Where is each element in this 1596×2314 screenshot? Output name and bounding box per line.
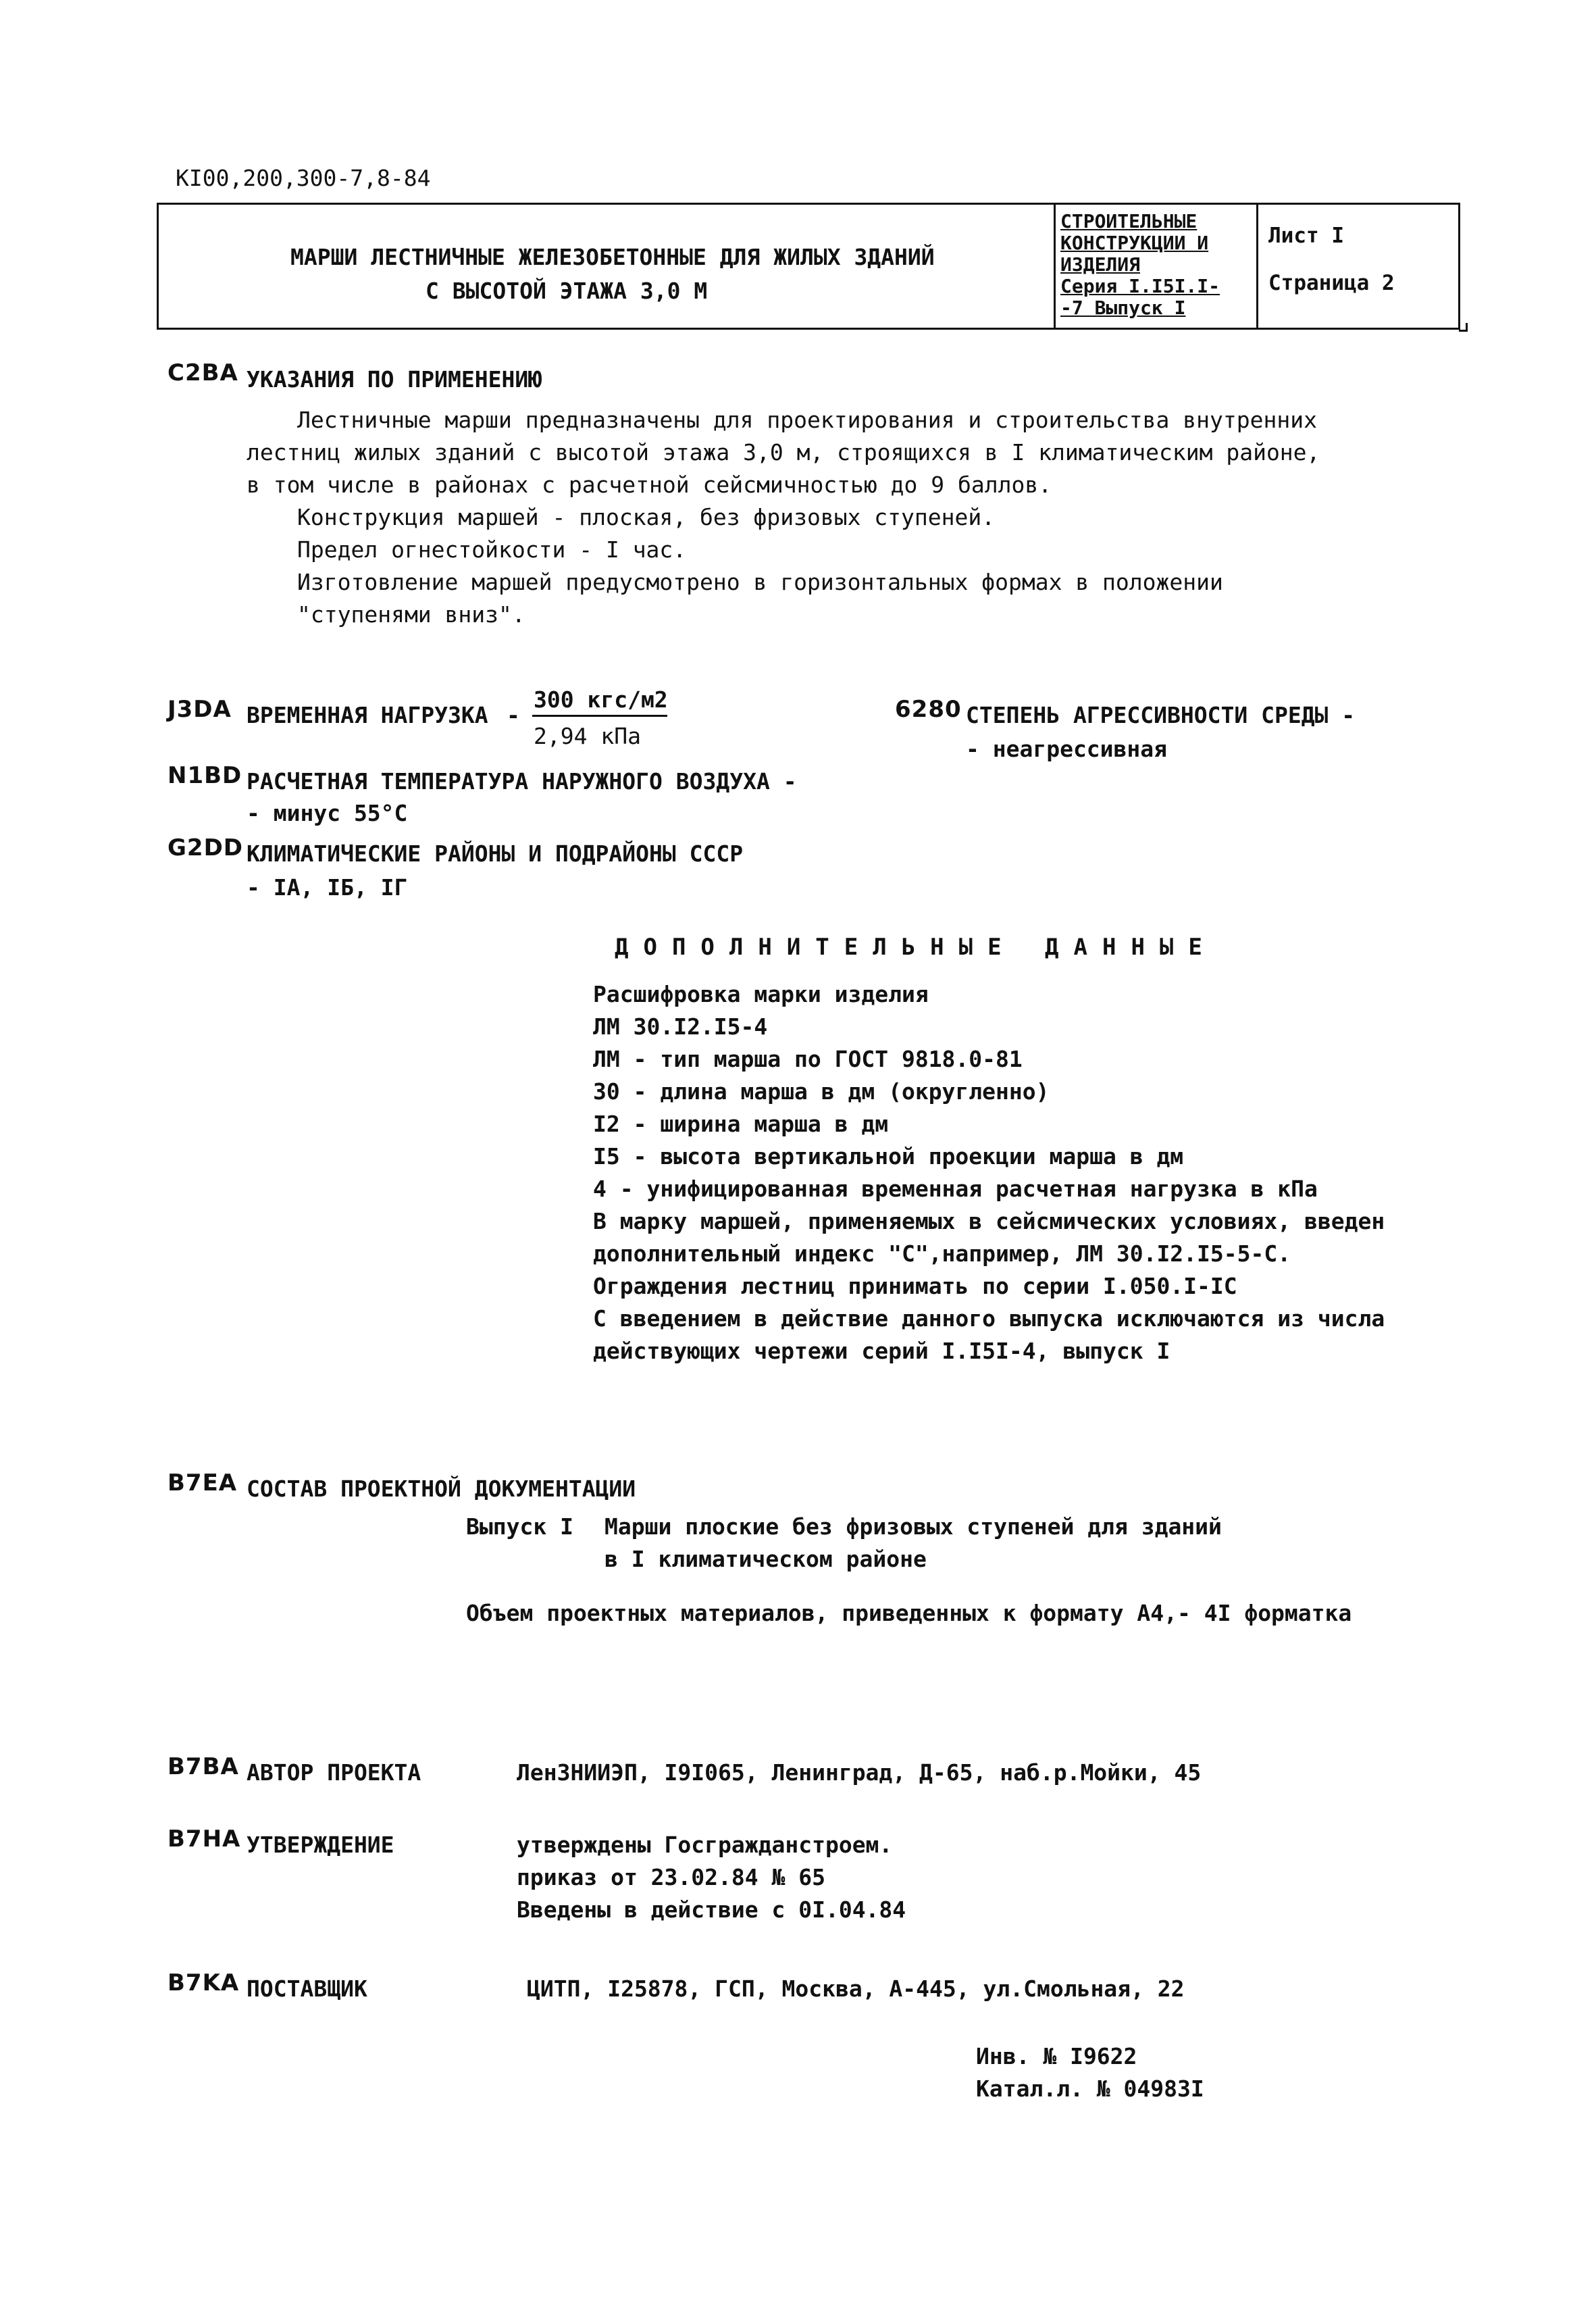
additional-line: ЛМ 30.I2.I5-4 [593, 1013, 768, 1040]
additional-line: 4 - унифицированная временная расчетная нагрузка в кПа [593, 1176, 1318, 1202]
load-dash: - [507, 702, 520, 728]
load-denominator: 2,94 кПа [534, 723, 641, 749]
catalog-number: Катал.л. № 04983I [976, 2076, 1204, 2102]
header-title-line2: С ВЫСОТОЙ ЭТАЖА 3,0 М [426, 278, 708, 304]
load-label: ВРЕМЕННАЯ НАГРУЗКА [247, 702, 488, 728]
usage-line: Изготовление маршей предусмотрено в горизонтальных формах в положении [297, 569, 1223, 595]
approval-code: B7HA [168, 1826, 241, 1853]
load-fraction-line [532, 715, 667, 717]
document-number: KI00,200,300-7,8-84 [176, 165, 431, 191]
category-line5: -7 Выпуск I [1060, 297, 1186, 319]
header-title-cell [159, 205, 1056, 328]
composition-issue-desc1: Марши плоские без фризовых ступеней для зданий [604, 1513, 1222, 1540]
approval-line: утверждены Госгражданстроем. [517, 1832, 893, 1858]
additional-heading: ДОПОЛНИТЕЛЬНЫЕ ДАННЫЕ [615, 934, 1217, 961]
approval-label: УТВЕРЖДЕНИЕ [247, 1832, 394, 1858]
load-numerator: 300 кгс/м2 [534, 686, 668, 713]
composition-code: B7EA [168, 1469, 238, 1496]
supplier-value: ЦИТП, I25878, ГСП, Москва, А-445, ул.Смольная, 22 [527, 1976, 1185, 2002]
temperature-label: РАСЧЕТНАЯ ТЕМПЕРАТУРА НАРУЖНОГО ВОЗДУХА - [247, 768, 797, 795]
additional-line: Ограждения лестниц принимать по серии I.050.I-IC [593, 1273, 1237, 1299]
usage-line: Предел огнестойкости - I час. [297, 536, 687, 563]
usage-line: лестниц жилых зданий с высотой этажа 3,0 м, строящихся в I климатическим районе, [247, 439, 1320, 466]
usage-heading: УКАЗАНИЯ ПО ПРИМЕНЕНИЮ [247, 366, 542, 393]
additional-line: 30 - длина марша в дм (округленно) [593, 1078, 1050, 1105]
category-line2: КОНСТРУКЦИИ И [1060, 232, 1209, 254]
corner-mark [1459, 323, 1468, 332]
climate-value: - IA, IБ, IГ [247, 874, 408, 901]
author-code: B7BA [168, 1753, 239, 1780]
approval-line: приказ от 23.02.84 № 65 [517, 1864, 825, 1890]
sheet-label: Лист I [1268, 224, 1344, 248]
usage-line: Лестничные марши предназначены для проектирования и строительства внутренних [297, 407, 1317, 433]
aggressiveness-value: - неагрессивная [966, 736, 1168, 762]
composition-volume: Объем проектных материалов, приведенных к формату А4,- 4I форматка [466, 1600, 1352, 1626]
temperature-value: - минус 55°С [247, 800, 408, 826]
author-label: АВТОР ПРОЕКТА [247, 1759, 421, 1786]
supplier-label: ПОСТАВЩИК [247, 1976, 367, 2002]
header-category-cell [1054, 205, 1258, 328]
additional-line: I2 - ширина марша в дм [593, 1111, 889, 1137]
supplier-code: B7KA [168, 1969, 240, 1996]
composition-issue: Выпуск I [466, 1513, 573, 1540]
usage-line: Конструкция маршей - плоская, без фризовых ступеней. [297, 504, 996, 530]
additional-line: действующих чертежи серий I.I5I-4, выпуск I [593, 1338, 1170, 1364]
additional-line: Расшифровка марки изделия [593, 981, 929, 1007]
additional-line: I5 - высота вертикальной проекции марша в дм [593, 1143, 1184, 1169]
inventory-number: Инв. № I9622 [976, 2043, 1137, 2069]
additional-line: С введением в действие данного выпуска исключаются из числа [593, 1305, 1385, 1332]
author-value: ЛенЗНИИЭП, I9I065, Ленинград, Д-65, наб.р.Мойки, 45 [517, 1759, 1202, 1786]
additional-line: В марку маршей, применяемых в сейсмических условиях, введен [593, 1208, 1385, 1234]
aggressiveness-code: 6280 [895, 696, 962, 723]
header-title-line1: МАРШИ ЛЕСТНИЧНЫЕ ЖЕЛЕЗОБЕТОННЫЕ ДЛЯ ЖИЛЫХ ЗДАНИЙ [290, 244, 935, 270]
temperature-code: N1BD [168, 762, 242, 789]
additional-line: дополнительный индекс "С",например, ЛМ 30.I2.I5-5-С. [593, 1240, 1291, 1267]
climate-code: G2DD [168, 834, 244, 861]
usage-line: в том числе в районах с расчетной сейсмичностью до 9 баллов. [247, 472, 1052, 498]
approval-line: Введены в действие с 0I.04.84 [517, 1896, 906, 1923]
header-sheet-cell [1258, 205, 1460, 328]
additional-line: ЛМ - тип марша по ГОСТ 9818.0-81 [593, 1046, 1023, 1072]
header-stamp [157, 203, 1460, 330]
climate-label: КЛИМАТИЧЕСКИЕ РАЙОНЫ И ПОДРАЙОНЫ СССР [247, 840, 744, 867]
usage-line: "ступенями вниз". [297, 601, 525, 628]
category-line1: СТРОИТЕЛЬНЫЕ [1060, 210, 1198, 232]
page-label: Страница 2 [1268, 271, 1395, 295]
usage-code: C2BA [168, 359, 238, 386]
composition-issue-desc2: в I климатическом районе [604, 1546, 927, 1572]
category-line3: ИЗДЕЛИЯ [1060, 253, 1141, 276]
aggressiveness-label: СТЕПЕНЬ АГРЕССИВНОСТИ СРЕДЫ - [966, 702, 1356, 728]
category-line4: Серия I.I5I.I- [1060, 275, 1220, 297]
load-code: J3DA [168, 696, 232, 723]
composition-heading: СОСТАВ ПРОЕКТНОЙ ДОКУМЕНТАЦИИ [247, 1476, 636, 1502]
